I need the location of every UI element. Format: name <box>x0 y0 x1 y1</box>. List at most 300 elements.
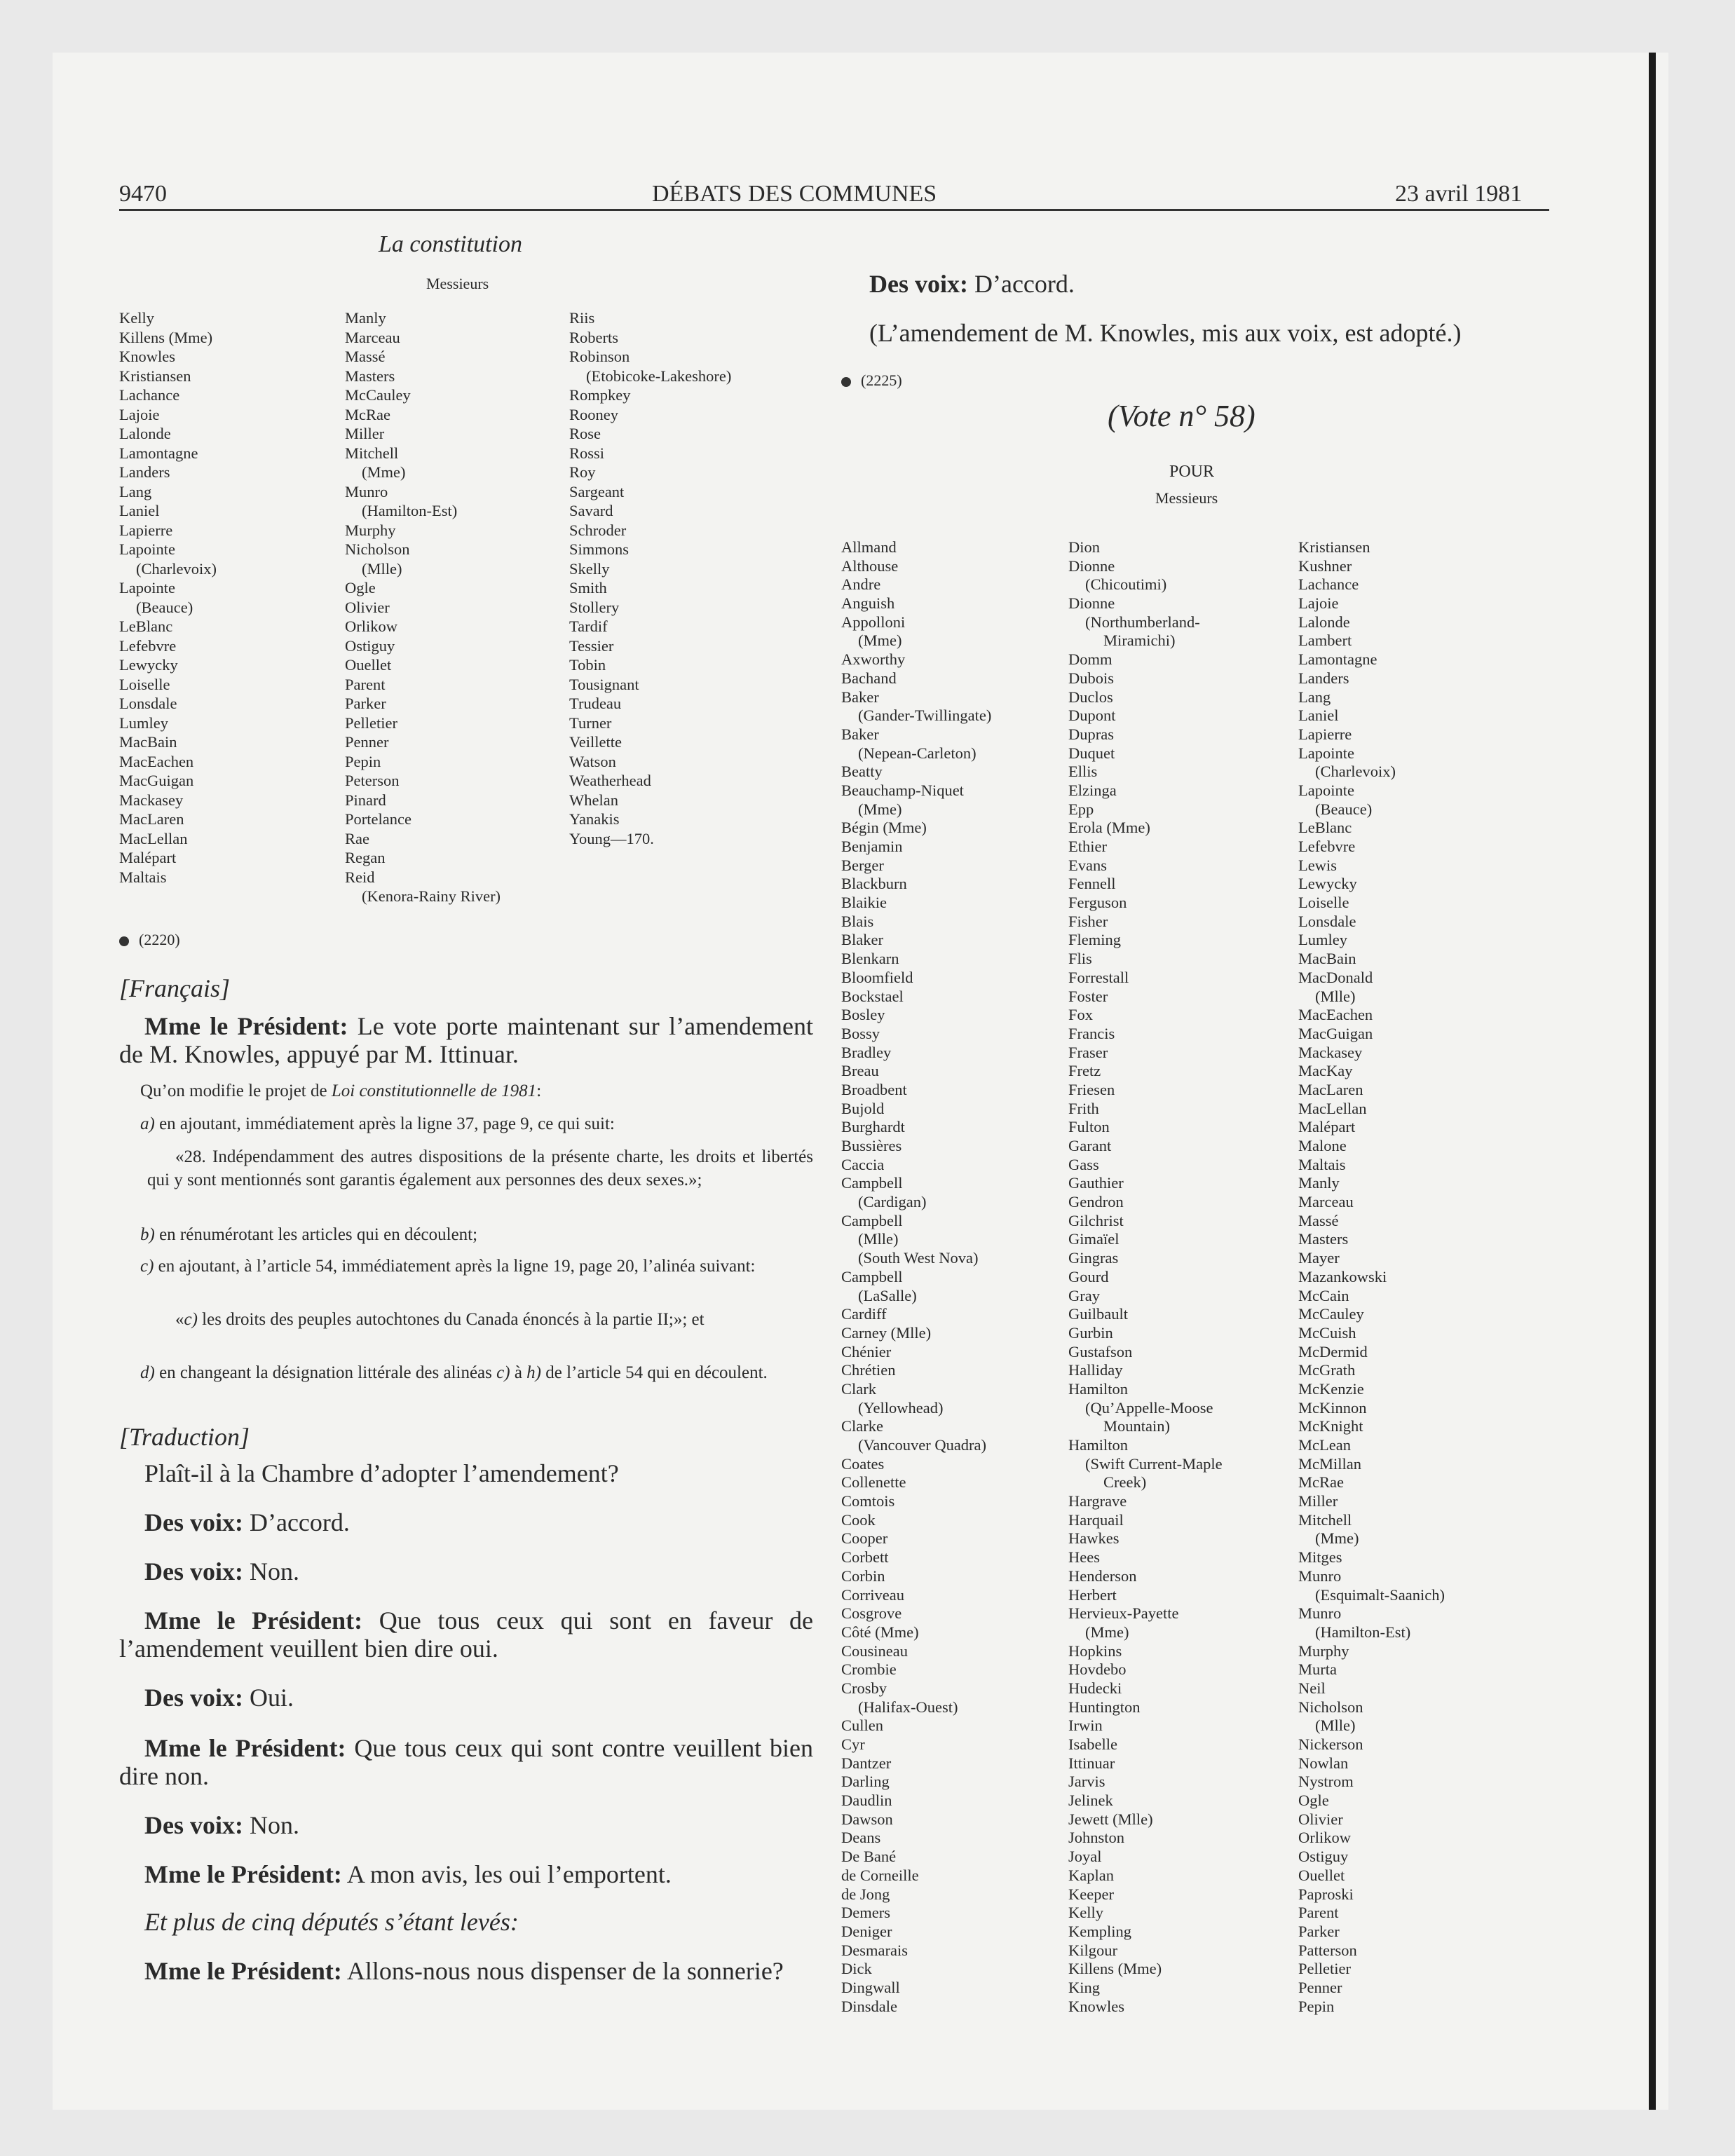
member-name: Pelletier <box>345 714 397 732</box>
messieurs-label-right: Messieurs <box>1155 489 1218 507</box>
messieurs-label-left: Messieurs <box>426 275 489 292</box>
member-name: Beauchamp-Niquet <box>841 781 964 799</box>
speech-text: A mon avis, les oui l’emportent. <box>341 1860 672 1888</box>
member-name: Smith <box>569 579 607 596</box>
member-name: Ogle <box>1298 1792 1329 1810</box>
member-name: (Mme) <box>1315 1529 1359 1548</box>
member-name: Nystrom <box>1298 1773 1354 1791</box>
member-name: (Beauce) <box>1315 800 1373 818</box>
member-name: Parker <box>345 695 386 712</box>
member-name: Ellis <box>1068 763 1098 781</box>
member-name: de Corneille <box>841 1866 919 1884</box>
member-name: Lapointe <box>1298 781 1354 799</box>
member-name: McRae <box>1298 1473 1344 1492</box>
member-name: (Nepean-Carleton) <box>858 744 977 762</box>
item-text-mid: à <box>510 1363 527 1382</box>
member-name: Watson <box>569 752 616 770</box>
member-name: (Charlevoix) <box>1315 763 1396 781</box>
member-name: Clarke <box>841 1417 883 1435</box>
member-name: Joyal <box>1068 1848 1102 1866</box>
member-name: Lachance <box>119 386 180 404</box>
member-name: Blais <box>841 912 874 930</box>
member-name: Skelly <box>569 559 610 578</box>
member-name: Johnston <box>1068 1829 1125 1847</box>
motion-article-28: «28. Indépendamment des autres dispositions de la présente charte, les droits et libertés qui y sont mentionnés sont garantis également aux personnes des deux sexes.»; <box>147 1147 813 1189</box>
member-name: Mackasey <box>1298 1043 1363 1061</box>
speaker-label: Mme le Président: <box>144 1860 342 1888</box>
member-name: Caccia <box>841 1155 885 1173</box>
member-name: Lalonde <box>1298 613 1350 631</box>
member-name: Roberts <box>569 328 618 346</box>
speech-text: Que tous ceux qui sont en faveur de l’amendement veuillent bien dire oui. <box>119 1606 813 1663</box>
member-name: Lamontagne <box>119 444 198 462</box>
member-name: Weatherhead <box>569 772 651 789</box>
member-name: Manly <box>345 309 386 327</box>
member-name: Schroder <box>569 521 627 539</box>
member-name: (LaSalle) <box>858 1286 917 1304</box>
item-text: en changeant la désignation littérale des alinéas <box>154 1363 497 1382</box>
timestamp-2220 <box>119 931 180 949</box>
member-name: Anguish <box>841 594 895 613</box>
member-name: (Hamilton-Est) <box>362 502 458 519</box>
member-name: Hargrave <box>1068 1492 1127 1510</box>
member-name: (Beauce) <box>136 598 193 616</box>
member-name: Ostiguy <box>1298 1848 1349 1866</box>
member-name: Nickerson <box>1298 1735 1363 1753</box>
voices-oui <box>119 1684 813 1712</box>
speaker-label: Des voix: <box>869 270 968 298</box>
member-name: Parent <box>345 675 386 693</box>
member-name: Knowles <box>1068 1997 1124 2015</box>
member-name: Lewis <box>1298 856 1337 874</box>
member-name: McKnight <box>1298 1417 1363 1435</box>
member-name: Blaker <box>841 931 883 949</box>
member-name: Gauthier <box>1068 1174 1124 1192</box>
motion-act-name: Loi constitutionnelle de 1981 <box>331 1082 537 1100</box>
member-name: Lamontagne <box>1298 650 1377 669</box>
member-name: Nicholson <box>345 540 410 558</box>
member-name: Baker <box>841 688 879 706</box>
voices-accord-right <box>869 270 1075 298</box>
voices-accord <box>119 1508 813 1536</box>
member-name: Mitges <box>1298 1548 1342 1567</box>
member-name: Gray <box>1068 1286 1100 1304</box>
member-name: Penner <box>1298 1978 1342 1996</box>
member-name: (Mlle) <box>1315 987 1356 1005</box>
amendment-adopted: (L’amendement de M. Knowles, mis aux voix, est adopté.) <box>869 319 1462 347</box>
member-name: Deniger <box>841 1922 892 1940</box>
member-name: Munro <box>1298 1604 1342 1623</box>
member-name: Campbell <box>841 1211 903 1229</box>
member-name: LeBlanc <box>119 618 173 635</box>
member-name: MacBain <box>1298 950 1356 968</box>
member-name: Cardiff <box>841 1305 887 1323</box>
motion-intro <box>119 1079 813 1103</box>
speaker-label: Mme le Président: <box>144 1606 363 1635</box>
member-name: Gimaïel <box>1068 1230 1120 1248</box>
member-name: Malépart <box>119 849 177 866</box>
member-name: Mitchell <box>1298 1510 1352 1529</box>
item-letter-c: c) <box>496 1363 510 1382</box>
member-name: (Mme) <box>1085 1623 1129 1641</box>
member-name: Ethier <box>1068 838 1107 855</box>
motion-item-c-text <box>147 1308 813 1331</box>
member-name: Fulton <box>1068 1118 1110 1136</box>
member-name: Cousineau <box>841 1642 908 1660</box>
member-name: Gilchrist <box>1068 1211 1124 1229</box>
member-name: McKenzie <box>1298 1379 1364 1398</box>
member-name: Regan <box>345 849 386 866</box>
member-name: Lumley <box>119 714 168 732</box>
member-name: Dupont <box>1068 707 1116 725</box>
member-name: Isabelle <box>1068 1735 1117 1753</box>
member-name: Clark <box>841 1379 876 1398</box>
member-name: MacLellan <box>1298 1099 1367 1117</box>
member-name: Miller <box>1298 1492 1338 1510</box>
member-name: Pelletier <box>1298 1960 1351 1978</box>
member-name: Cullen <box>841 1717 883 1735</box>
member-name: Olivier <box>1298 1810 1343 1828</box>
member-name: Yanakis <box>569 810 620 828</box>
motion-item-b <box>119 1223 813 1246</box>
item-text-end: de l’article 54 qui en découlent. <box>541 1363 768 1382</box>
member-name: Hees <box>1068 1548 1100 1567</box>
member-name: Tousignant <box>569 675 639 693</box>
member-name: Garant <box>1068 1137 1112 1154</box>
member-name: McRae <box>345 405 390 423</box>
speech-text: Non. <box>243 1811 299 1839</box>
speaker-label: Mme le Président: <box>144 1012 348 1040</box>
item-letter: b) <box>140 1225 155 1244</box>
member-name: Coates <box>841 1454 885 1473</box>
member-name: de Jong <box>841 1885 890 1903</box>
member-name: (Charlevoix) <box>136 559 217 578</box>
member-name: Patterson <box>1298 1941 1357 1959</box>
member-name: Parker <box>1298 1922 1340 1940</box>
member-name: Côté (Mme) <box>841 1623 919 1641</box>
member-name: Daudlin <box>841 1792 892 1810</box>
member-name: (Mlle) <box>1315 1717 1356 1735</box>
member-name: Sargeant <box>569 482 625 500</box>
member-name: Corriveau <box>841 1585 904 1604</box>
member-name: Epp <box>1068 800 1094 818</box>
item-letter: d) <box>140 1363 155 1382</box>
member-name: Lang <box>119 482 152 500</box>
member-name: (Mme) <box>362 463 406 481</box>
member-name: Masters <box>345 367 395 385</box>
member-name: Crombie <box>841 1660 897 1679</box>
member-name: Ferguson <box>1068 894 1127 912</box>
member-name: MacDonald <box>1298 968 1373 986</box>
speech-bell <box>119 1957 813 1985</box>
member-name: Mackasey <box>119 791 184 809</box>
member-name: Althouse <box>841 557 899 575</box>
member-name: Creek) <box>1103 1473 1147 1492</box>
member-name: Nowlan <box>1298 1754 1349 1772</box>
member-name: Hawkes <box>1068 1529 1120 1548</box>
motion-colon: : <box>536 1082 542 1100</box>
member-name: Kushner <box>1298 557 1352 575</box>
member-name: De Bané <box>841 1848 897 1866</box>
member-name: Lewycky <box>119 656 178 674</box>
member-name: Landers <box>119 463 170 481</box>
member-name: Gass <box>1068 1155 1099 1173</box>
member-name: Deans <box>841 1829 881 1847</box>
speech-result <box>119 1860 813 1888</box>
member-name: Gingras <box>1068 1249 1119 1267</box>
member-name: Bockstael <box>841 987 904 1005</box>
member-name: Lachance <box>1298 575 1359 594</box>
member-name: Burghardt <box>841 1118 905 1136</box>
member-name: Lonsdale <box>119 695 177 712</box>
member-name: Fox <box>1068 1006 1094 1024</box>
member-name: McDermid <box>1298 1342 1368 1360</box>
member-name: (Northumberland- <box>1085 613 1200 631</box>
member-name: Lapointe <box>119 579 175 596</box>
member-name: Kristiansen <box>119 367 191 385</box>
member-name: King <box>1068 1978 1100 1996</box>
member-name: Flis <box>1068 950 1092 968</box>
speaker-label: Des voix: <box>144 1508 243 1536</box>
member-name: Hopkins <box>1068 1642 1122 1660</box>
speech-against <box>119 1734 813 1790</box>
voices-non-2 <box>119 1811 813 1839</box>
stage-direction: Et plus de cinq députés s’étant levés: <box>144 1908 519 1936</box>
member-name: Corbett <box>841 1548 889 1567</box>
member-name: Demers <box>841 1904 890 1922</box>
member-name: Chénier <box>841 1342 892 1360</box>
speaker-label: Mme le Président: <box>144 1734 346 1762</box>
member-name: Halliday <box>1068 1361 1123 1379</box>
language-note-traduction: [Traduction] <box>119 1423 250 1451</box>
member-name: Ogle <box>345 579 376 596</box>
member-name: Portelance <box>345 810 411 828</box>
member-name: Forrestall <box>1068 968 1129 986</box>
member-name: Fennell <box>1068 875 1116 893</box>
member-name: Lapierre <box>119 521 173 539</box>
member-name: Parent <box>1298 1904 1339 1922</box>
speech-text: D’accord. <box>243 1508 350 1536</box>
member-name: Francis <box>1068 1024 1115 1042</box>
member-name: Duquet <box>1068 744 1115 762</box>
member-name: Manly <box>1298 1174 1340 1192</box>
member-name: Hovdebo <box>1068 1660 1127 1679</box>
item-text: en ajoutant, immédiatement après la ligne 37, page 9, ce qui suit: <box>154 1114 615 1133</box>
member-name: Hamilton <box>1068 1379 1128 1398</box>
member-name: Penner <box>345 733 389 751</box>
member-name: MacLaren <box>119 810 184 828</box>
member-name: Campbell <box>841 1174 903 1192</box>
member-name: Killens (Mme) <box>1068 1960 1162 1978</box>
member-name: Jewett (Mlle) <box>1068 1810 1153 1828</box>
member-name: Murta <box>1298 1660 1337 1679</box>
motion-item-d <box>119 1361 813 1384</box>
member-name: MacGuigan <box>119 772 194 789</box>
header-rule <box>119 209 1549 211</box>
member-name: (Swift Current-Maple <box>1085 1454 1223 1473</box>
member-name: Peterson <box>345 772 400 789</box>
speech-text: Le vote porte maintenant sur l’amendement de M. Knowles, appuyé par M. Ittinuar. <box>119 1012 813 1068</box>
member-name: Beatty <box>841 763 883 781</box>
member-name: (Esquimalt-Saanich) <box>1315 1585 1445 1604</box>
member-name: (Qu’Appelle-Moose <box>1085 1398 1213 1417</box>
member-name: Ouellet <box>345 656 392 674</box>
page-edge-shadow <box>1649 53 1656 2110</box>
member-name: (Kenora-Rainy River) <box>362 887 501 905</box>
member-name: (Cardigan) <box>858 1193 927 1211</box>
member-name: Lajoie <box>1298 594 1339 613</box>
member-name: Hervieux-Payette <box>1068 1604 1179 1623</box>
member-name: Tobin <box>569 656 606 674</box>
member-name: Blenkarn <box>841 950 899 968</box>
member-name: Allmand <box>841 538 897 556</box>
member-name: (Halifax-Ouest) <box>858 1698 958 1716</box>
member-name: Lajoie <box>119 405 160 423</box>
member-name: Mazankowski <box>1298 1267 1387 1285</box>
member-name: Riis <box>569 309 595 327</box>
member-name: Marceau <box>1298 1193 1354 1211</box>
member-name: Orlikow <box>1298 1829 1351 1847</box>
member-name: Rae <box>345 829 369 847</box>
member-name: Massé <box>345 348 386 365</box>
member-name: Foster <box>1068 987 1108 1005</box>
member-name: Cook <box>841 1510 876 1529</box>
speech-text: Allons-nous nous dispenser de la sonnerie? <box>341 1957 784 1985</box>
member-name: Dupras <box>1068 725 1114 743</box>
speech-favour <box>119 1606 813 1663</box>
member-name: Gourd <box>1068 1267 1109 1285</box>
item-letter: c) <box>140 1257 154 1276</box>
member-name: Pinard <box>345 791 386 809</box>
member-name: Collenette <box>841 1473 906 1492</box>
page-date: 23 avril 1981 <box>1395 181 1523 207</box>
member-name: Maltais <box>1298 1155 1346 1173</box>
member-name: (South West Nova) <box>858 1249 979 1267</box>
member-name: Rossi <box>569 444 605 462</box>
member-name: Killens (Mme) <box>119 328 213 346</box>
member-name: Harquail <box>1068 1510 1124 1529</box>
member-name: (Vancouver Quadra) <box>858 1436 987 1454</box>
vote-list-column-3 <box>569 308 731 848</box>
member-name: Landers <box>1298 669 1349 687</box>
member-name: (Mme) <box>858 632 902 650</box>
member-name: Benjamin <box>841 838 903 855</box>
member-name: Campbell <box>841 1267 903 1285</box>
member-name: Mayer <box>1298 1249 1340 1267</box>
member-name: Bussières <box>841 1137 902 1154</box>
member-name: Mitchell <box>345 444 399 462</box>
member-name: Paproski <box>1298 1885 1354 1903</box>
vote-number-title: (Vote n° 58) <box>1108 399 1256 433</box>
member-name: Mountain) <box>1103 1417 1170 1435</box>
member-name: Henderson <box>1068 1567 1137 1585</box>
member-name: Rose <box>569 425 601 442</box>
member-name: Blackburn <box>841 875 907 893</box>
speech-text: Oui. <box>243 1684 294 1712</box>
member-name: Bradley <box>841 1043 892 1061</box>
member-name: MacBain <box>119 733 177 751</box>
member-name: McCauley <box>1298 1305 1364 1323</box>
member-name: Murphy <box>1298 1642 1349 1660</box>
timestamp-2225 <box>841 371 902 390</box>
member-name: Ostiguy <box>345 636 395 655</box>
member-name: Lumley <box>1298 931 1347 949</box>
member-name: Kelly <box>119 309 154 327</box>
member-name: Corbin <box>841 1567 885 1585</box>
member-name: Gurbin <box>1068 1323 1113 1342</box>
member-name: Chrétien <box>841 1361 896 1379</box>
member-name: Malépart <box>1298 1118 1356 1136</box>
vote58-column-1 <box>841 538 991 2016</box>
member-name: Pepin <box>1298 1997 1335 2015</box>
member-name: Fretz <box>1068 1062 1101 1080</box>
member-name: Munro <box>1298 1567 1342 1585</box>
member-name: Domm <box>1068 650 1113 669</box>
member-name: Evans <box>1068 856 1107 874</box>
member-name: Kaplan <box>1068 1866 1114 1884</box>
member-name: Irwin <box>1068 1717 1103 1735</box>
member-name: Fleming <box>1068 931 1122 949</box>
member-name: Erola (Mme) <box>1068 819 1150 837</box>
member-name: (Yellowhead) <box>858 1398 944 1417</box>
member-name: Dionne <box>1068 594 1115 613</box>
member-name: Huntington <box>1068 1698 1141 1716</box>
member-name: (Gander-Twillingate) <box>858 707 992 725</box>
member-name: Fraser <box>1068 1043 1108 1061</box>
member-name: Savard <box>569 502 613 519</box>
member-name: Baker <box>841 725 879 743</box>
item-letter: a) <box>140 1114 155 1133</box>
member-name: Ouellet <box>1298 1866 1345 1884</box>
member-name: MacEachen <box>119 752 194 770</box>
timestamp-text: (2225) <box>861 371 902 389</box>
member-name: Massé <box>1298 1211 1339 1229</box>
member-name: Olivier <box>345 598 390 616</box>
item-text: en ajoutant, à l’article 54, immédiatement après la ligne 19, page 20, l’alinéa suivant: <box>154 1257 756 1276</box>
speech-text: D’accord. <box>967 270 1075 298</box>
member-name: Simmons <box>569 540 630 558</box>
member-name: Dawson <box>841 1810 893 1828</box>
member-name: LeBlanc <box>1298 819 1352 837</box>
member-name: Dantzer <box>841 1754 892 1772</box>
member-name: Bégin (Mme) <box>841 819 927 837</box>
speech-text: Que tous ceux qui sont contre veuillent bien dire non. <box>119 1734 813 1790</box>
member-name: MacLaren <box>1298 1080 1363 1098</box>
member-name: Bloomfield <box>841 968 913 986</box>
member-name: Lapointe <box>119 540 175 558</box>
member-name: Hudecki <box>1068 1679 1122 1697</box>
member-name: Turner <box>569 714 612 732</box>
member-name: Bujold <box>841 1099 885 1117</box>
member-name: Herbert <box>1068 1585 1117 1604</box>
language-note-francais: [Français] <box>119 974 231 1002</box>
member-name: Cooper <box>841 1529 888 1548</box>
member-name: Andre <box>841 575 881 594</box>
member-name: Masters <box>1298 1230 1349 1248</box>
member-name: MacEachen <box>1298 1006 1373 1024</box>
page-title: DÉBATS DES COMMUNES <box>652 181 937 207</box>
page-number: 9470 <box>119 181 167 207</box>
member-name: Lonsdale <box>1298 912 1356 930</box>
member-name: Tardif <box>569 618 608 635</box>
speech-question: Plaît-il à la Chambre d’adopter l’amendement? <box>144 1459 619 1487</box>
member-name: Kilgour <box>1068 1941 1117 1959</box>
member-name: Trudeau <box>569 695 622 712</box>
member-name: Dionne <box>1068 557 1115 575</box>
member-name: Comtois <box>841 1492 895 1510</box>
member-name: McCuish <box>1298 1323 1356 1342</box>
member-name: Dingwall <box>841 1978 900 1996</box>
